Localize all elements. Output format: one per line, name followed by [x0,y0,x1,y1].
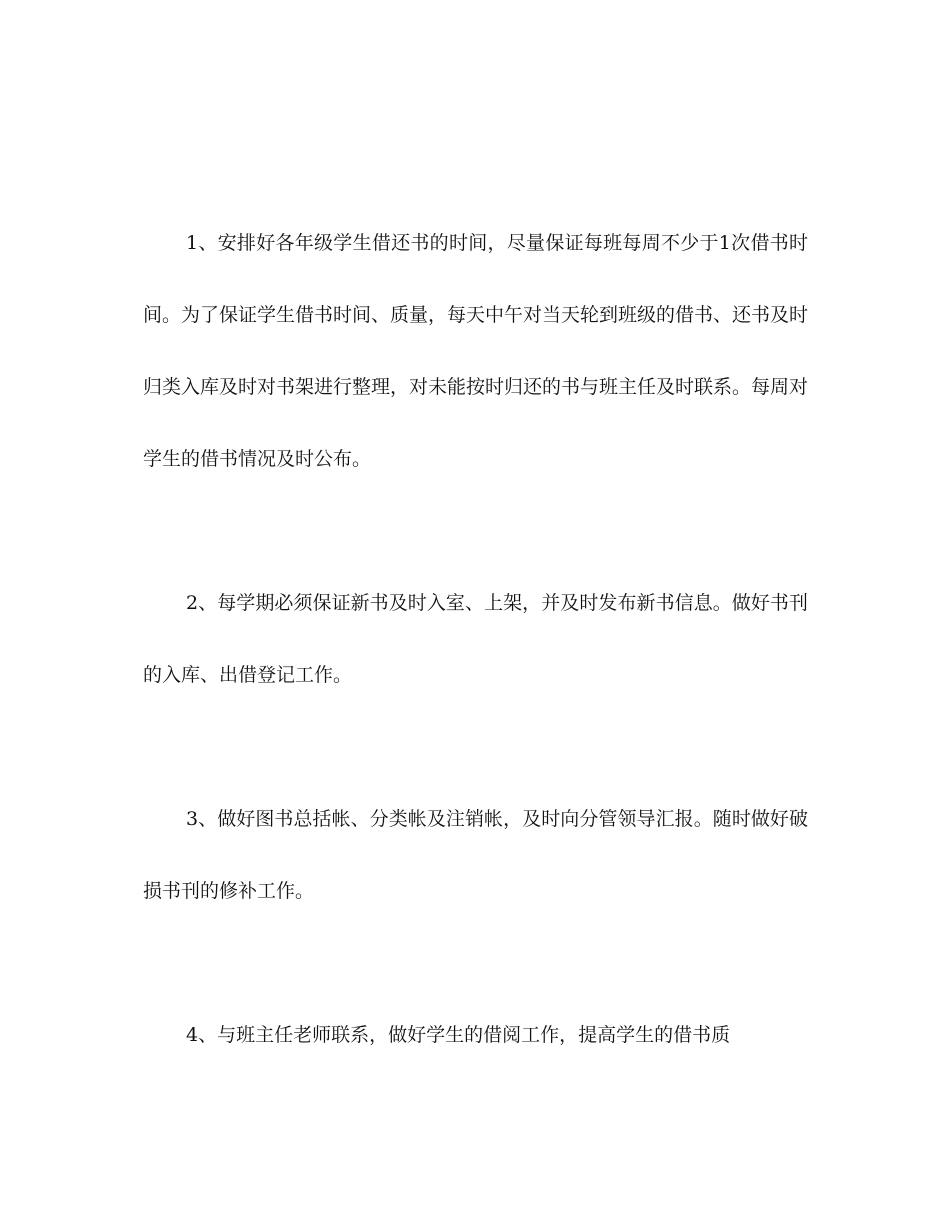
document-body [143,207,808,1071]
paragraph-4: 4、与班主任老师联系，做好学生的借阅工作，提高学生的借书质 [186,1024,731,1046]
paragraph-1: 1、安排好各年级学生借还书的时间，尽量保证每班每周不少于1次借书时间。为了保证学生借书时间、质量，每天中午对当天轮到班级的借书、还书及时归类入库及时对书架进行整理，对未能按时归还的书与班主任及时联系。每周对学生的借书情况及时公布。 [143,232,809,470]
paragraph-3: 3、做好图书总括帐、分类帐及注销帐，及时向分管领导汇报。随时做好破损书刊的修补工作。 [143,808,808,902]
paragraph-2: 2、每学期必须保证新书及时入室、上架，并及时发布新书信息。做好书刊的入库、出借登记工作。 [143,592,808,686]
